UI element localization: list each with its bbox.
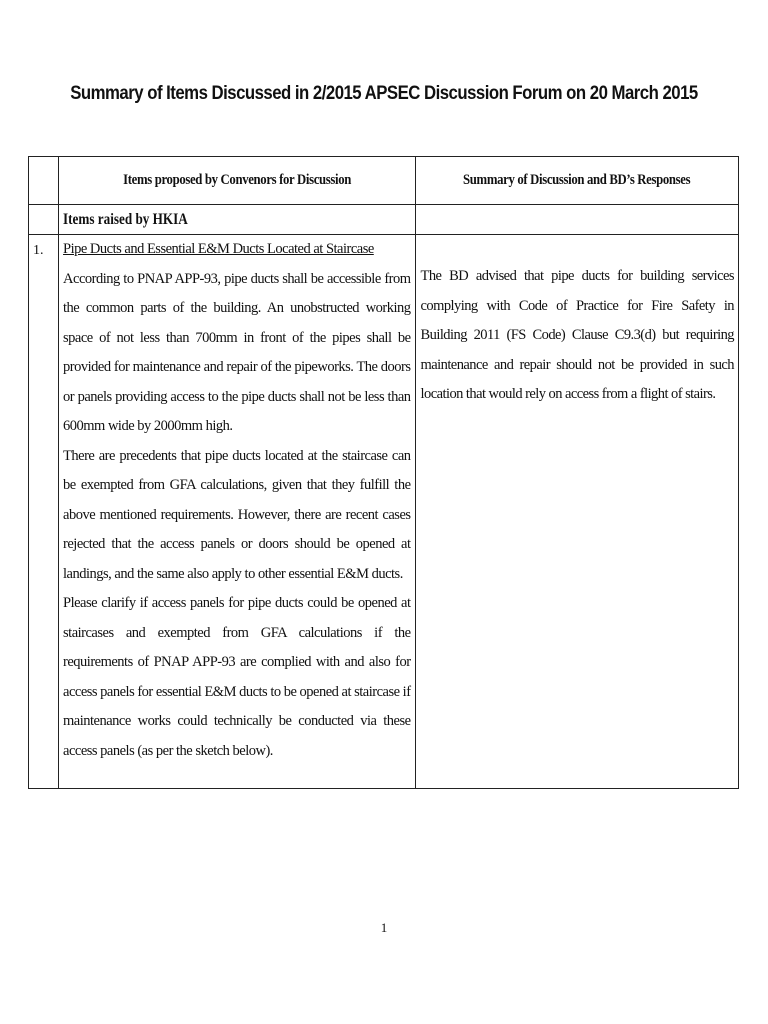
- section-summary-cell: [415, 205, 738, 235]
- header-summary-label: Summary of Discussion and BD’s Responses: [463, 172, 691, 188]
- header-items: [59, 157, 416, 205]
- summary-cell: [415, 235, 738, 789]
- discussion-table: [28, 156, 739, 789]
- table-header-row: [29, 157, 739, 205]
- item-paragraph: There are precedents that pipe ducts located at the staircase can be exempted from GFA calculations, given that they fulfill the above mentioned requirements. However, there are recent cases rejected that the access panels or doors should be opened at landings, and the same also apply to other essential E&M ducts.: [63, 447, 411, 582]
- header-summary: [415, 157, 738, 205]
- section-label: Items raised by HKIA: [63, 210, 188, 228]
- row-number: 1.: [29, 235, 59, 789]
- page-title: Summary of Items Discussed in 2/2015 APSEC Discussion Forum on 20 March 2015: [70, 82, 698, 104]
- page-number: 1: [380, 920, 388, 935]
- section-number-cell: [29, 205, 59, 235]
- header-items-label: Items proposed by Convenors for Discussion: [122, 172, 351, 188]
- item-title: Pipe Ducts and Essential E&M Ducts Located at Staircase: [63, 241, 374, 257]
- section-label-cell: [59, 205, 416, 235]
- item-paragraph: According to PNAP APP-93, pipe ducts shall be accessible from the common parts of the building. An unobstructed working space of not less than 700mm in front of the pipes shall be provided for maintenance and repair of the pipeworks. The doors or panels providing access to the pipe ducts shall not be less than 600mm wide by 2000mm high.: [63, 270, 411, 434]
- item-paragraph: Please clarify if access panels for pipe ducts could be opened at staircases and exempted from GFA calculations if the requirements of PNAP APP-93 are complied with and also for access panels for essential E&M ducts to be opened at staircase if maintenance works could technically be conducted via these access panels (as per the sketch below).: [63, 595, 411, 759]
- item-cell: [59, 235, 416, 789]
- section-row: [29, 205, 739, 235]
- header-number: [29, 157, 59, 205]
- table-row: [29, 235, 739, 789]
- summary-paragraph: The BD advised that pipe ducts for building services complying with Code of Practice for Fire Safety in Building 2011 (FS Code) Clause C9.3(d) but requiring maintenance and repair should not be provided in such location that would rely on access from a flight of stairs.: [420, 268, 734, 402]
